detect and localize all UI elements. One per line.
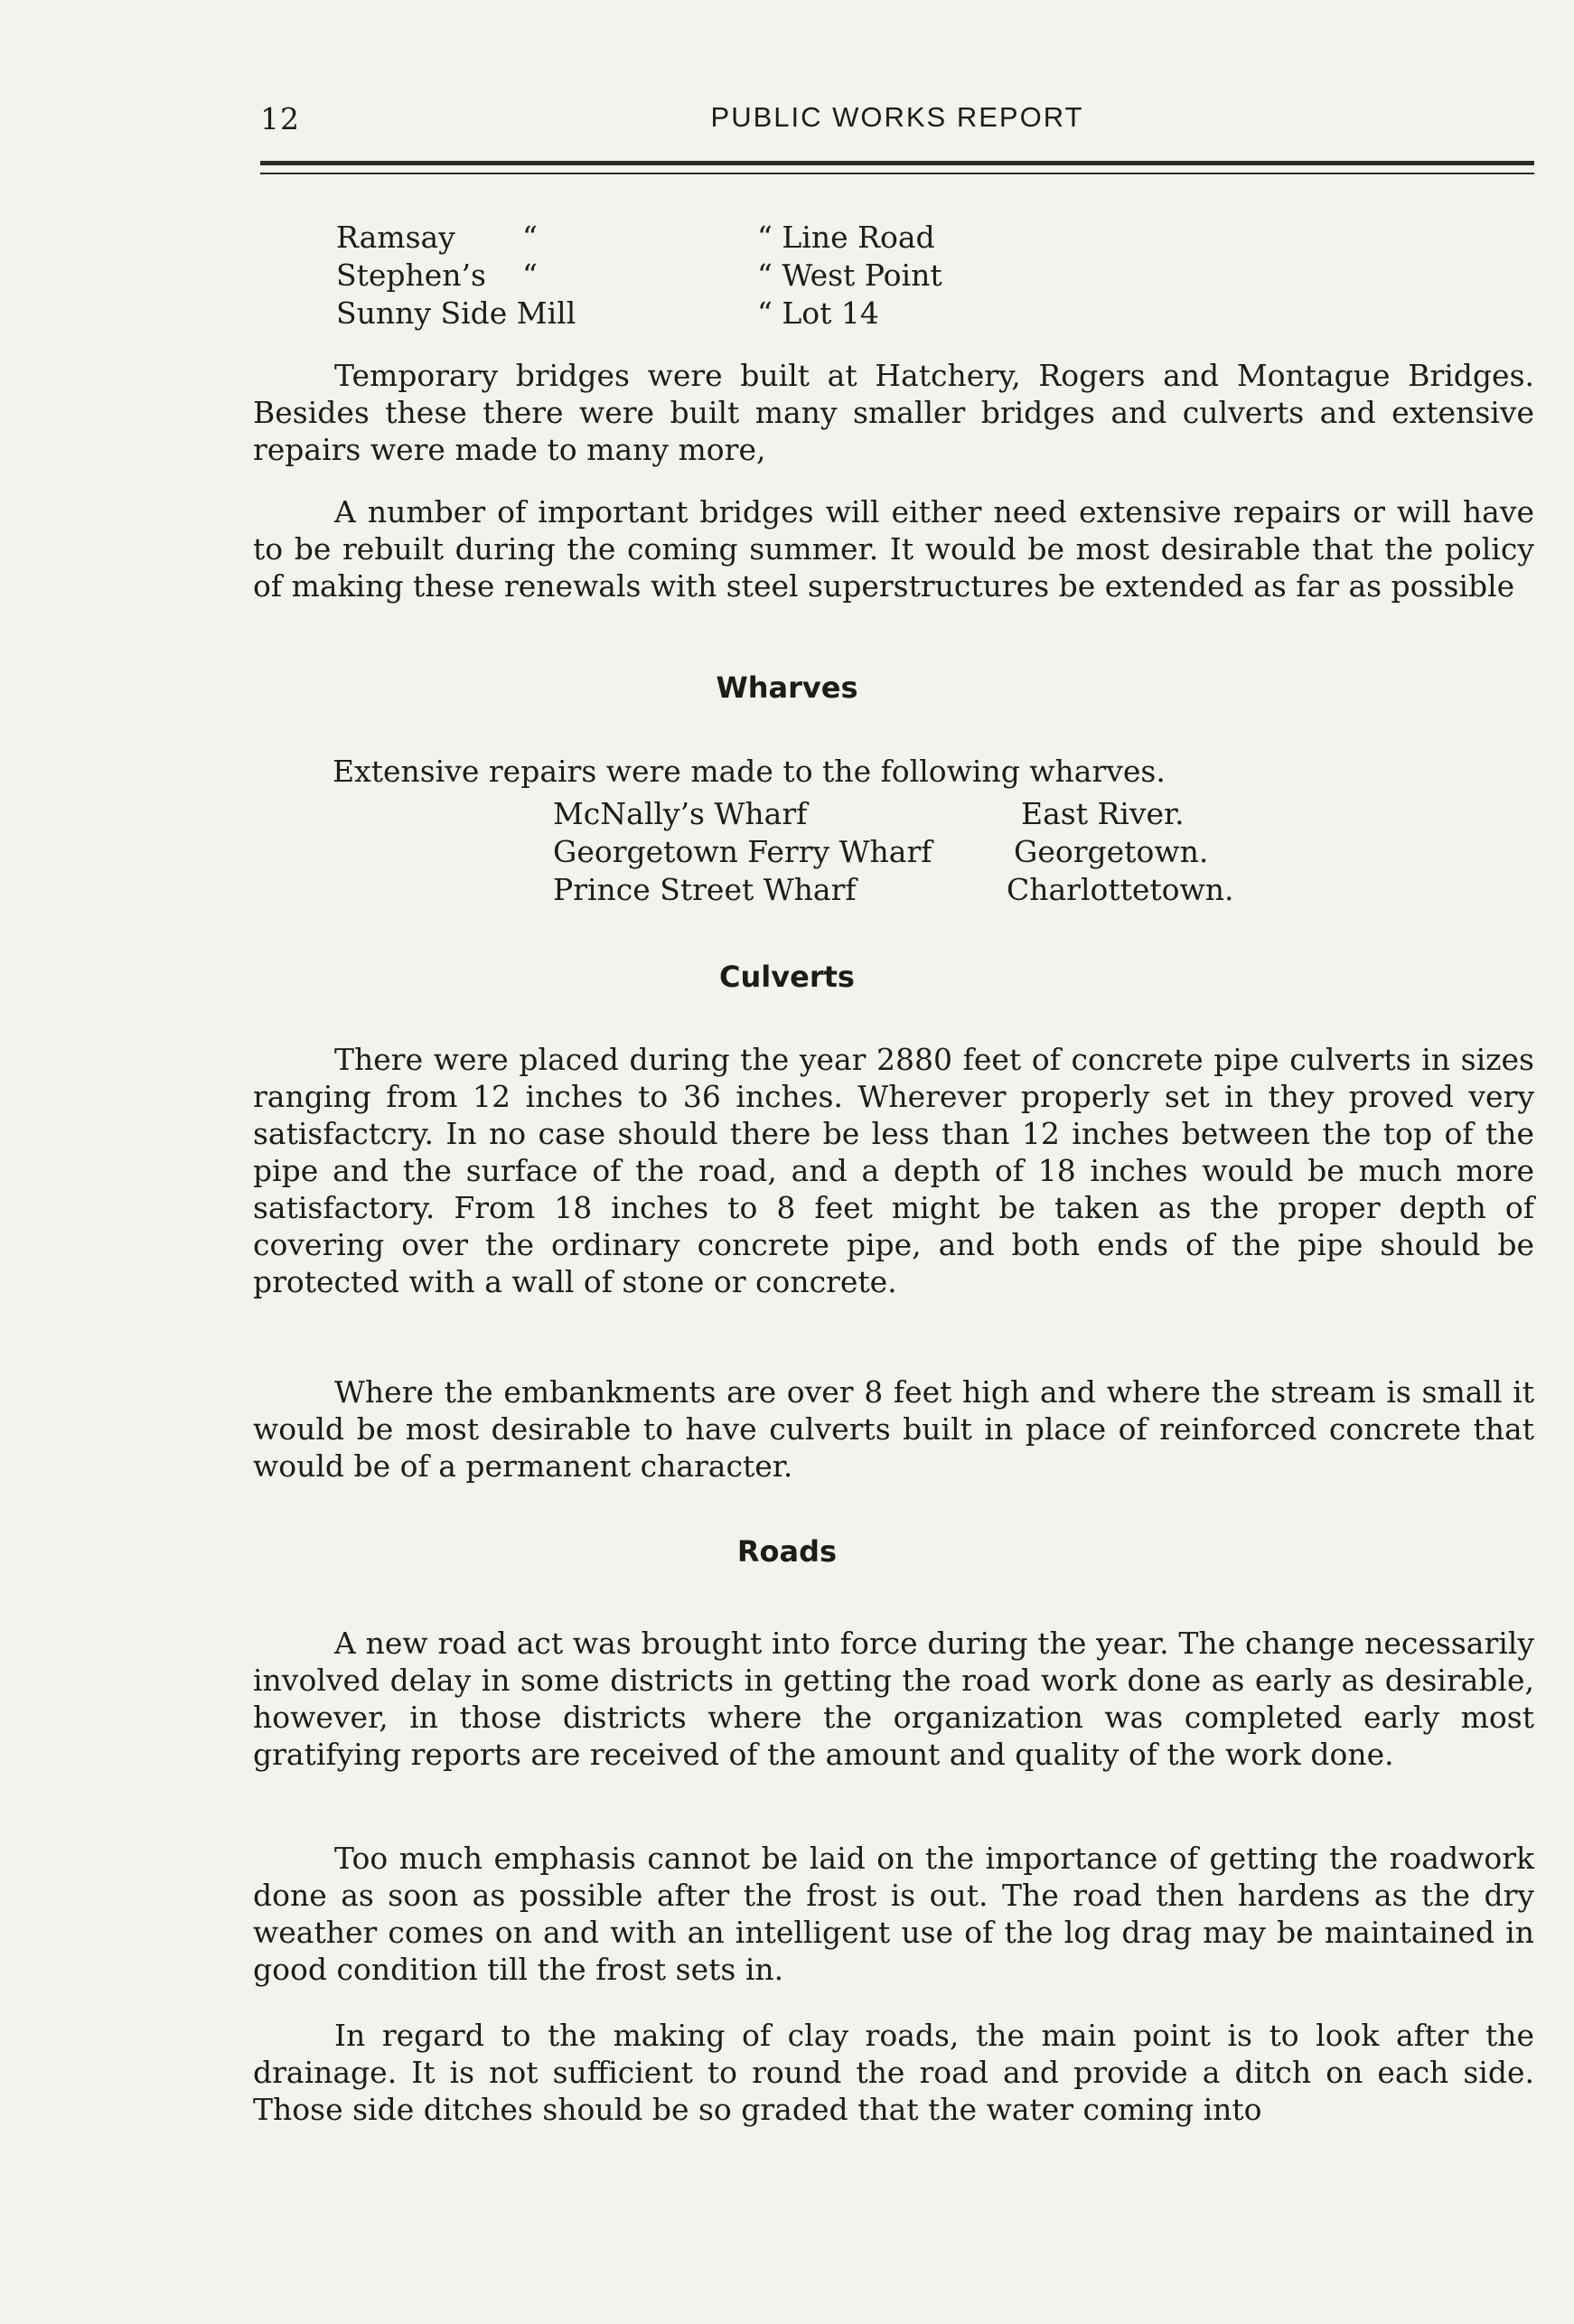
wharf-name: Prince Street Wharf — [553, 872, 857, 907]
page-header — [260, 101, 1534, 146]
page-number: 12 — [260, 101, 300, 136]
heading-roads: Roads — [736, 1534, 838, 1569]
paragraph-road-act: A new road act was brought into force during the year. The change necessarily involved delay in some districts in getting the road work done as early as desirable, however, in those districts where the organization was completed early most gratifying reports are received of the amount and quality of the work done. — [253, 1626, 1534, 1772]
bridge-name: Stephen’s — [336, 258, 486, 293]
wharf-location: Georgetown. — [1014, 834, 1209, 869]
wharf-name: McNally’s Wharf — [553, 796, 808, 831]
heading-culverts: Culverts — [719, 960, 855, 994]
ditto-mark: “ — [522, 258, 538, 293]
bridge-name: Sunny Side Mill — [336, 295, 576, 331]
wharf-location: Charlottetown. — [1007, 872, 1234, 907]
header-rule-thin — [260, 173, 1534, 174]
bridge-location: “ West Point — [757, 258, 942, 293]
wharves-intro: Extensive repairs were made to the following wharves. — [333, 754, 1166, 789]
wharf-name: Georgetown Ferry Wharf — [553, 834, 932, 869]
paragraph-important-bridges: A number of important bridges will either need extensive repairs or will have to be rebuilt during the coming summer. It would be most desirable that the policy of making these renewals with steel superstructures be extended as far as possible — [253, 494, 1534, 604]
header-rule-thick — [260, 161, 1534, 165]
running-title: PUBLIC WORKS REPORT — [710, 101, 1084, 133]
paragraph-embankments: Where the embankments are over 8 feet high and where the stream is small it would be most desirable to have culverts built in place of reinforced concrete that would be of a permanent character. — [253, 1374, 1534, 1484]
paragraph-roadwork-emphasis: Too much emphasis cannot be laid on the importance of getting the roadwork done as soon as possible after the frost is out. The road then hardens as the dry weather comes on and with an intelligent use of the log drag may be maintained in good condition till the frost sets in. — [253, 1841, 1534, 1987]
paragraph-culverts-placed: There were placed during the year 2880 feet of concrete pipe culverts in sizes ranging from 12 inches to 36 inches. Wherever properly set in they proved very satisfactcry. In no case should there be less than 12 inches between the top of the pipe and the surface of the road, and a depth of 18 inches would be much more satisfactory. From 18 inches to 8 feet might be taken as the proper depth of covering over the ordinary concrete pipe, and both ends of the pipe should be protected with a wall of stone or concrete. — [253, 1042, 1534, 1299]
bridge-name: Ramsay — [336, 220, 455, 255]
bridge-location: “ Line Road — [757, 220, 935, 255]
paragraph-clay-roads: In regard to the making of clay roads, the main point is to look after the drainage. It is not sufficient to round the road and provide a ditch on each side. Those side ditches should be so graded that the water coming into — [253, 2018, 1534, 2127]
paragraph-temporary-bridges: Temporary bridges were built at Hatchery, Rogers and Montague Bridges. Besides these there were built many smaller bridges and culverts and extensive repairs were made to many more, — [253, 358, 1534, 467]
bridge-location: “ Lot 14 — [757, 295, 879, 331]
heading-wharves: Wharves — [716, 670, 858, 705]
wharf-location: East River. — [1021, 796, 1185, 831]
ditto-mark: “ — [522, 220, 538, 255]
